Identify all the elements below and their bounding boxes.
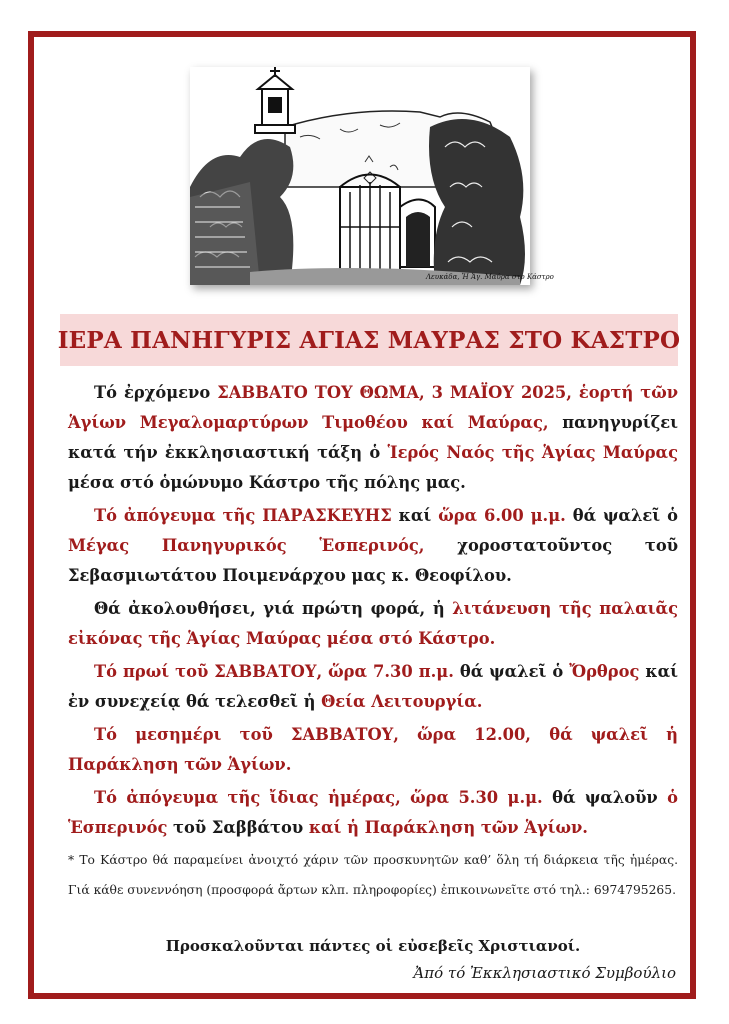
highlight-run: ὥρα 6.00 μ.μ.: [438, 506, 566, 525]
paragraph-paraklesis-noon: [68, 720, 678, 780]
paragraph-orthros: [68, 657, 678, 717]
text-run: Τό ἐρχόμενο: [94, 383, 218, 402]
paragraph-procession: [68, 594, 678, 654]
paragraph-vespers: [68, 501, 678, 591]
highlight-run: λιτάνευση τῆς παλαιᾶς εἰκόνας τῆς Ἁγίας Μαύρας μέσα στό Κάστρο.: [68, 599, 678, 648]
text-run: πανηγυρίζει κατά τήν ἐκκλησιαστική τάξη ὁ: [68, 413, 678, 462]
announcement-body: [68, 378, 678, 843]
text-run: θά ψαλοῦν: [542, 788, 668, 807]
page-title: ΙΕΡΑ ΠΑΝΗΓΥΡΙΣ ΑΓΙΑΣ ΜΑΥΡΑΣ ΣΤΟ ΚΑΣΤΡΟ: [57, 326, 681, 354]
text-run: θά ψαλεῖ ὁ: [565, 506, 678, 525]
text-run: καί: [391, 506, 439, 525]
highlight-run: Μέγας Πανηγυρικός Ἑσπερινός,: [68, 536, 425, 555]
highlight-run: Τό μεσημέρι τοῦ ΣΑΒΒΑΤΟΥ, ὥρα 12.00, θά ψαλεῖ ἡ Παράκληση τῶν Ἁγίων.: [68, 725, 678, 774]
footnote: * Το Κάστρο θά παραμείνει ἀνοιχτό χάριν τῶν προσκυνητῶν καθ’ ὅλη τή διάρκεια τῆς ἡμέρας. Γιά κάθε συνεννόηση (προσφορά ἄρτων κλπ. πληροφορίες) ἐπικοινωνεῖτε στό τηλ.: 6974795265.: [68, 853, 678, 897]
highlight-run: Τό ἀπόγευμα τῆς ἴδιας ἡμέρας, ὥρα 5.30 μ.μ.: [94, 788, 543, 807]
highlight-run: ΣΑΒΒΑΤΟ ΤΟΥ ΘΩΜΑ, 3 ΜΑΪΟΥ 2025, ἑορτή τῶν Ἁγίων Μεγαλομαρτύρων Τιμοθέου καί Μαύρας,: [68, 383, 678, 432]
text-run: θά ψαλεῖ ὁ: [453, 662, 570, 681]
text-run: καί ἐν συνεχείᾳ θά τελεσθεῖ ἡ: [68, 662, 679, 711]
highlight-run: Θεία Λειτουργία.: [321, 692, 483, 711]
highlight-run: Ἱερός Ναός τῆς Ἁγίας Μαύρας: [387, 443, 678, 462]
text-run: χοροστατοῦντος τοῦ Σεβασμιωτάτου Ποιμενάρχου μας κ. Θεοφίλου.: [68, 536, 678, 585]
closing-invitation: Προσκαλοῦνται πάντες οἱ εὐσεβεῖς Χριστιανοί.: [165, 937, 581, 955]
highlight-run: Τό ἀπόγευμα τῆς ΠΑΡΑΣΚΕΥΗΣ: [94, 506, 392, 525]
title-banner: [57, 314, 681, 366]
highlight-run: Τό πρωί τοῦ ΣΑΒΒΑΤΟΥ, ὥρα 7.30 π.μ.: [94, 662, 454, 681]
highlight-run: ὁ Ἑσπερινός: [68, 788, 678, 837]
text-run: τοῦ Σαββάτου: [167, 818, 309, 837]
highlight-run: Ὄρθρος: [569, 662, 640, 681]
text-run: μέσα στό ὁμώνυμο Κάστρο τῆς πόλης μας.: [68, 473, 466, 492]
text-run: Θά ἀκολουθήσει, γιά πρώτη φορά, ἡ: [94, 599, 453, 618]
signature: Ἀπό τό Ἐκκλησιαστικό Συμβούλιο: [413, 964, 676, 982]
sketch-caption: Λευκάδα, Ἡ Ἁγ. Μαύρα στο Κάστρο: [426, 273, 554, 281]
highlight-run: καί ἡ Παράκληση τῶν Ἁγίων.: [308, 818, 588, 837]
paragraph-feast: [68, 378, 678, 498]
church-sketch-image: [190, 67, 554, 285]
paragraph-evening: [68, 783, 678, 843]
